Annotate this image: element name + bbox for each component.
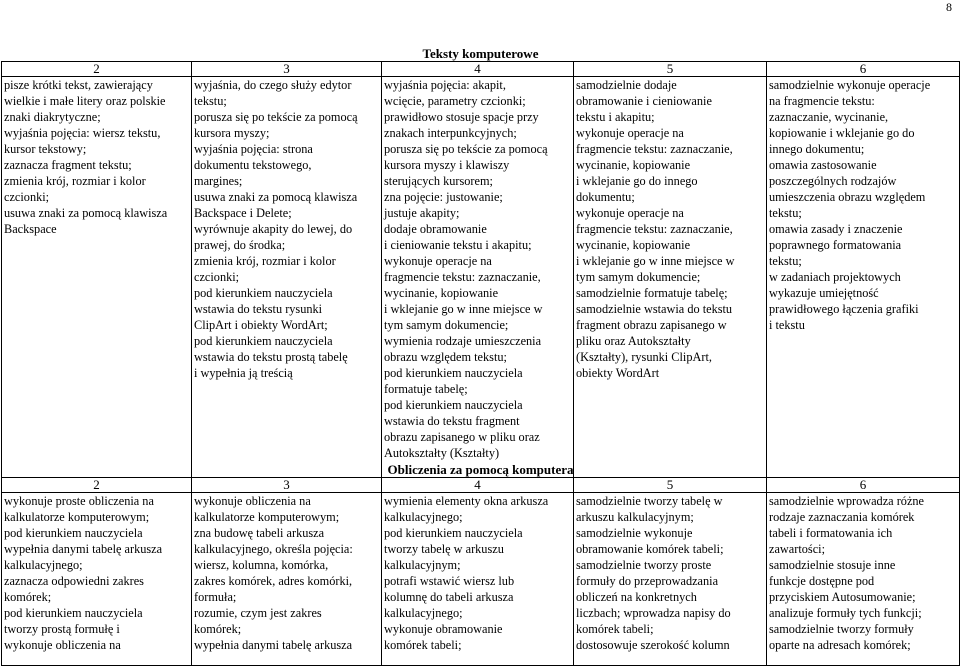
- grade-header: 3: [192, 62, 382, 77]
- text-line: zaznacza odpowiedni zakres: [4, 574, 144, 588]
- text-line: komórek;: [4, 590, 52, 604]
- text-line: komórek tabeli;: [576, 622, 654, 636]
- text-line: obliczeń na konkretnych: [576, 590, 697, 604]
- text-line: fragmencie tekstu: zaznaczanie,: [384, 270, 541, 284]
- text-line: wyrównuje akapity do lewej, do: [194, 222, 353, 236]
- text-line: usuwa znaki za pomocą klawisza: [4, 206, 168, 220]
- text-line: prawej, do środka;: [194, 238, 286, 252]
- text-line: kolumnę do tabeli arkusza: [384, 590, 514, 604]
- text-line: analizuje formuły tych funkcji;: [769, 606, 922, 620]
- text-line: tworzy prostą formułę i: [4, 622, 120, 636]
- text-line: wykonuje obliczenia na: [4, 638, 121, 652]
- text-line: pod kierunkiem nauczyciela: [384, 526, 523, 540]
- text-line: samodzielnie dodaje: [576, 78, 677, 92]
- text-line: wcięcie, parametry czcionki;: [384, 94, 526, 108]
- text-line: kalkulacyjnego;: [4, 558, 83, 572]
- text-line: umieszczenia obrazu względem: [769, 190, 926, 204]
- text-line: na fragmencie tekstu:: [769, 94, 875, 108]
- text-line: wstawia do tekstu rysunki: [194, 302, 323, 316]
- text-line: tym samym dokumencie;: [384, 318, 509, 332]
- text-line: wymienia rodzaje umieszczenia: [384, 334, 542, 348]
- text-line: porusza się po tekście za pomocą: [194, 110, 358, 124]
- text-line: przyciskiem Autosumowanie;: [769, 590, 916, 604]
- section-title: Obliczenia za pomocą komputera: [2, 462, 960, 478]
- text-line: wykonuje obliczenia na: [194, 494, 311, 508]
- text-line: wyjaśnia pojęcia: akapit,: [384, 78, 506, 92]
- text-line: wykonuje obramowanie: [384, 622, 503, 636]
- text-line: zmienia krój, rozmiar i kolor: [194, 254, 336, 268]
- text-line: prawidłowo stosuje spacje przy: [384, 110, 539, 124]
- grade-header: 6: [767, 478, 960, 493]
- text-line: wycinanie, kopiowanie: [576, 238, 691, 252]
- text-line: justuje akapity;: [384, 206, 460, 220]
- text-line: czcionki;: [4, 190, 50, 204]
- text-line: samodzielnie formatuje tabelę;: [576, 286, 728, 300]
- text-line: funkcje dostępne pod: [769, 574, 875, 588]
- text-line: pliku oraz Autokształty: [576, 334, 691, 348]
- text-line: i cieniowanie tekstu i akapitu;: [384, 238, 532, 252]
- text-line: dostosowuje szerokość kolumn: [576, 638, 730, 652]
- text-line: pod kierunkiem nauczyciela: [384, 398, 523, 412]
- grade-header: 3: [192, 478, 382, 493]
- text-line: innego dokumentu;: [769, 142, 865, 156]
- text-line: oparte na adresach komórek;: [769, 638, 911, 652]
- text-line: ClipArt i obiekty WordArt;: [194, 318, 328, 332]
- text-line: dokumentu;: [576, 190, 635, 204]
- text-line: liczbach; wprowadza napisy do: [576, 606, 731, 620]
- text-line: wykonuje operacje na: [384, 254, 492, 268]
- text-line: kalkulacyjnego;: [384, 510, 463, 524]
- text-line: omawia zastosowanie: [769, 158, 877, 172]
- text-line: pod kierunkiem nauczyciela: [4, 526, 143, 540]
- text-line: fragmencie tekstu: zaznaczanie,: [576, 142, 733, 156]
- text-line: Backspace: [4, 222, 57, 236]
- text-line: kalkulacyjnego, określa pojęcia:: [194, 542, 353, 556]
- text-line: kalkulatorze komputerowym;: [194, 510, 340, 524]
- text-line: wielkie i małe litery oraz polskie: [4, 94, 166, 108]
- requirements-cell: [192, 493, 382, 666]
- text-line: kalkulacyjnego;: [384, 606, 463, 620]
- text-line: i tekstu: [769, 318, 805, 332]
- grade-header: 4: [382, 62, 574, 77]
- requirements-cell: [574, 77, 767, 478]
- requirements-cell: [2, 493, 192, 666]
- text-line: poprawnego formatowania: [769, 238, 902, 252]
- text-line: kalkulatorze komputerowym;: [4, 510, 150, 524]
- text-line: sterujących kursorem;: [384, 174, 493, 188]
- text-line: zaznacza fragment tekstu;: [4, 158, 132, 172]
- text-line: kursor tekstowy;: [4, 142, 87, 156]
- requirements-cell: [382, 493, 574, 666]
- grade-header: 2: [2, 62, 192, 77]
- grade-header: 4: [382, 478, 574, 493]
- text-line: fragmencie tekstu: zaznaczanie,: [576, 222, 733, 236]
- text-line: zmienia krój, rozmiar i kolor: [4, 174, 146, 188]
- text-line: formuły do przeprowadzania: [576, 574, 719, 588]
- text-line: wypełnia danymi tabelę arkusza: [4, 542, 163, 556]
- text-line: i wklejanie go w inne miejsce w: [384, 302, 543, 316]
- text-line: poszczególnych rodzajów: [769, 174, 897, 188]
- text-line: formatuje tabelę;: [384, 382, 468, 396]
- text-line: wykonuje proste obliczenia na: [4, 494, 154, 508]
- text-line: omawia zasady i znaczenie: [769, 222, 903, 236]
- text-line: wyjaśnia pojęcia: wiersz tekstu,: [4, 126, 161, 140]
- text-line: komórek tabeli;: [384, 638, 462, 652]
- grade-header: 5: [574, 478, 767, 493]
- text-line: rozumie, czym jest zakres: [194, 606, 322, 620]
- requirements-cell: [767, 493, 960, 666]
- text-line: pod kierunkiem nauczyciela: [384, 366, 523, 380]
- text-line: obramowanie komórek tabeli;: [576, 542, 724, 556]
- text-line: zaznaczanie, wycinanie,: [769, 110, 889, 124]
- requirements-cell: [767, 77, 960, 478]
- text-line: samodzielnie tworzy tabelę w: [576, 494, 723, 508]
- text-line: wstawia do tekstu fragment: [384, 414, 520, 428]
- text-line: tekstu;: [769, 254, 802, 268]
- text-line: wstawia do tekstu prostą tabelę: [194, 350, 348, 364]
- text-line: wyjaśnia pojęcia: strona: [194, 142, 313, 156]
- text-line: zna budowę tabeli arkusza: [194, 526, 325, 540]
- text-line: tekstu i akapitu;: [576, 110, 655, 124]
- text-line: znaki diakrytyczne;: [4, 110, 101, 124]
- text-line: formuła;: [194, 590, 237, 604]
- text-line: pod kierunkiem nauczyciela: [194, 334, 333, 348]
- text-line: (Kształty), rysunki ClipArt,: [576, 350, 712, 364]
- text-line: obrazu względem tekstu;: [384, 350, 507, 364]
- text-line: i wklejanie go do innego: [576, 174, 698, 188]
- text-line: usuwa znaki za pomocą klawisza: [194, 190, 358, 204]
- text-line: wymienia elementy okna arkusza: [384, 494, 549, 508]
- text-line: zna pojęcie: justowanie;: [384, 190, 503, 204]
- requirements-cell: [192, 77, 382, 478]
- text-line: wiersz, kolumna, komórka,: [194, 558, 329, 572]
- text-line: Autokształty (Kształty): [384, 446, 500, 460]
- text-line: Backspace i Delete;: [194, 206, 292, 220]
- text-line: wyjaśnia, do czego służy edytor: [194, 78, 352, 92]
- text-line: znakach interpunkcyjnych;: [384, 126, 517, 140]
- text-line: komórek;: [194, 622, 242, 636]
- text-line: w zadaniach projektowych: [769, 270, 901, 284]
- text-line: dokumentu tekstowego,: [194, 158, 312, 172]
- text-line: potrafi wstawić wiersz lub: [384, 574, 515, 588]
- table-teksty-komputerowe: [1, 46, 960, 478]
- text-line: pod kierunkiem nauczyciela: [4, 606, 143, 620]
- text-line: kursora myszy;: [194, 126, 270, 140]
- text-line: obrazu zapisanego w pliku oraz: [384, 430, 540, 444]
- text-line: wycinanie, kopiowanie: [384, 286, 499, 300]
- text-line: margines;: [194, 174, 243, 188]
- requirements-cell: [574, 493, 767, 666]
- text-line: i wypełnia ją treścią: [194, 366, 293, 380]
- text-line: wycinanie, kopiowanie: [576, 158, 691, 172]
- text-line: samodzielnie wykonuje: [576, 526, 693, 540]
- text-line: zakres komórek, adres komórki,: [194, 574, 353, 588]
- grade-header: 5: [574, 62, 767, 77]
- text-line: tym samym dokumencie;: [576, 270, 701, 284]
- text-line: obiekty WordArt: [576, 366, 660, 380]
- text-line: arkuszu kalkulacyjnym;: [576, 510, 694, 524]
- text-line: samodzielnie tworzy proste: [576, 558, 712, 572]
- text-line: prawidłowego łączenia grafiki: [769, 302, 919, 316]
- text-line: pod kierunkiem nauczyciela: [194, 286, 333, 300]
- text-line: tabeli i formatowania ich: [769, 526, 893, 540]
- text-line: wykonuje operacje na: [576, 126, 684, 140]
- text-line: fragment obrazu zapisanego w: [576, 318, 727, 332]
- text-line: dodaje obramowanie: [384, 222, 487, 236]
- text-line: tekstu;: [769, 206, 802, 220]
- text-line: czcionki;: [194, 270, 240, 284]
- requirements-cell: [2, 77, 192, 478]
- grade-header: 2: [2, 478, 192, 493]
- section-title: Teksty komputerowe: [2, 46, 960, 62]
- text-line: samodzielnie wstawia do tekstu: [576, 302, 733, 316]
- requirements-cell: [382, 77, 574, 478]
- text-line: tekstu;: [194, 94, 227, 108]
- text-line: kursora myszy i klawiszy: [384, 158, 510, 172]
- text-line: rodzaje zaznaczania komórek: [769, 510, 915, 524]
- page-number: 8: [946, 0, 952, 14]
- text-line: samodzielnie tworzy formuły: [769, 622, 914, 636]
- text-line: kopiowanie i wklejanie go do: [769, 126, 915, 140]
- text-line: obramowanie i cieniowanie: [576, 94, 712, 108]
- text-line: kalkulacyjnym;: [384, 558, 461, 572]
- text-line: tworzy tabelę w arkuszu: [384, 542, 504, 556]
- text-line: porusza się po tekście za pomocą: [384, 142, 548, 156]
- text-line: samodzielnie wprowadza różne: [769, 494, 925, 508]
- text-line: zawartości;: [769, 542, 825, 556]
- text-line: samodzielnie stosuje inne: [769, 558, 896, 572]
- text-line: wypełnia danymi tabelę arkusza: [194, 638, 353, 652]
- text-line: pisze krótki tekst, zawierający: [4, 78, 153, 92]
- text-line: wykazuje umiejętność: [769, 286, 879, 300]
- table-obliczenia: [1, 462, 960, 666]
- text-line: i wklejanie go w inne miejsce w: [576, 254, 735, 268]
- text-line: samodzielnie wykonuje operacje: [769, 78, 931, 92]
- grade-header: 6: [767, 62, 960, 77]
- text-line: wykonuje operacje na: [576, 206, 684, 220]
